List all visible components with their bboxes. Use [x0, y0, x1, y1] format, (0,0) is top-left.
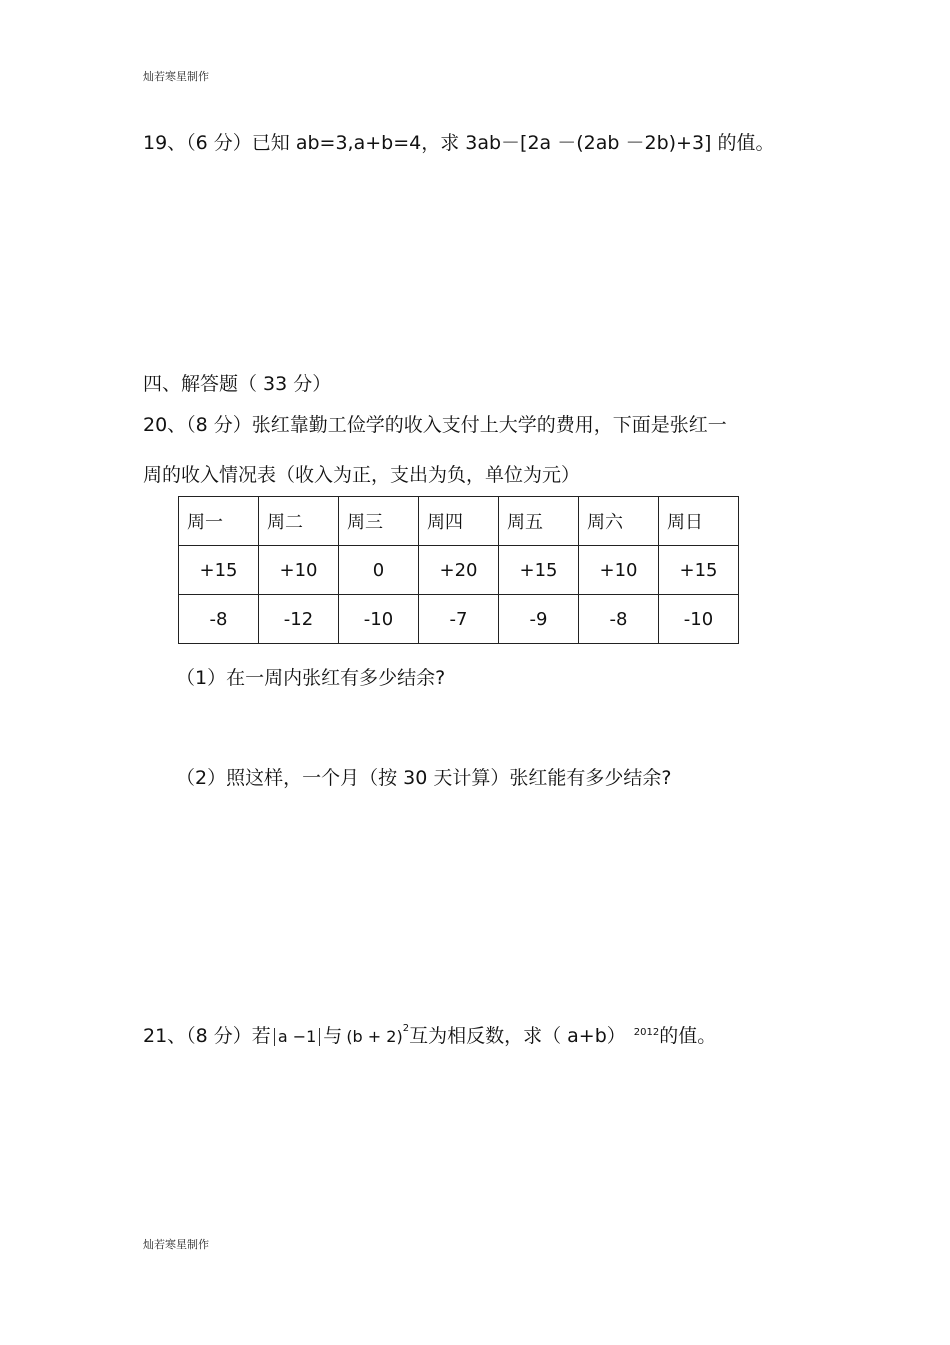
question-20-part-1: （1）在一周内张红有多少结余?	[176, 667, 446, 689]
question-20-line-1: 20、（8 分）张红靠勤工俭学的收入支付上大学的费用，下面是张红一	[143, 414, 727, 436]
table-cell: +15	[179, 546, 259, 595]
question-21-middle: 互为相反数，求（ a+b）	[409, 1025, 626, 1047]
table-cell: -10	[339, 595, 419, 644]
income-table	[178, 496, 739, 644]
table-cell: -9	[499, 595, 579, 644]
section-4-title: 四、解答题（ 33 分）	[143, 373, 332, 395]
table-row-expense	[179, 595, 739, 644]
table-cell: 周日	[659, 497, 739, 546]
table-cell: 周二	[259, 497, 339, 546]
table-cell: -10	[659, 595, 739, 644]
absolute-value-expression: a −1	[274, 1028, 320, 1046]
table-cell: +15	[499, 546, 579, 595]
table-cell: +20	[419, 546, 499, 595]
page-header: 灿若寒星制作	[143, 70, 209, 83]
table-cell: +15	[659, 546, 739, 595]
question-21	[143, 1021, 716, 1048]
table-cell: -8	[579, 595, 659, 644]
square-exponent: 2	[402, 1022, 410, 1034]
table-cell: -7	[419, 595, 499, 644]
table-cell: +10	[579, 546, 659, 595]
table-cell: 周四	[419, 497, 499, 546]
question-21-suffix: 的值。	[659, 1025, 717, 1047]
question-19: 19、（6 分）已知 ab=3,a+b=4，求 3ab－[2a －(2ab －2b)+3] 的值。	[143, 132, 775, 154]
question-21-prefix: 21、（8 分）若	[143, 1025, 271, 1047]
question-20-part-2: （2）照这样，一个月（按 30 天计算）张红能有多少结余?	[176, 767, 672, 789]
table-cell: -8	[179, 595, 259, 644]
page-footer: 灿若寒星制作	[143, 1238, 209, 1251]
table-cell: 周一	[179, 497, 259, 546]
table-cell: 周六	[579, 497, 659, 546]
question-21-connector: 与	[323, 1025, 343, 1047]
table-row-income	[179, 546, 739, 595]
square-expression: (b + 2)	[346, 1027, 403, 1046]
table-cell: -12	[259, 595, 339, 644]
table-cell: 0	[339, 546, 419, 595]
question-20-line-2: 周的收入情况表（收入为正，支出为负，单位为元）	[143, 464, 581, 486]
table-cell: 周三	[339, 497, 419, 546]
table-cell: 周五	[499, 497, 579, 546]
table-row-weekdays	[179, 497, 739, 546]
table-cell: +10	[259, 546, 339, 595]
power-exponent: 2012	[633, 1026, 660, 1038]
